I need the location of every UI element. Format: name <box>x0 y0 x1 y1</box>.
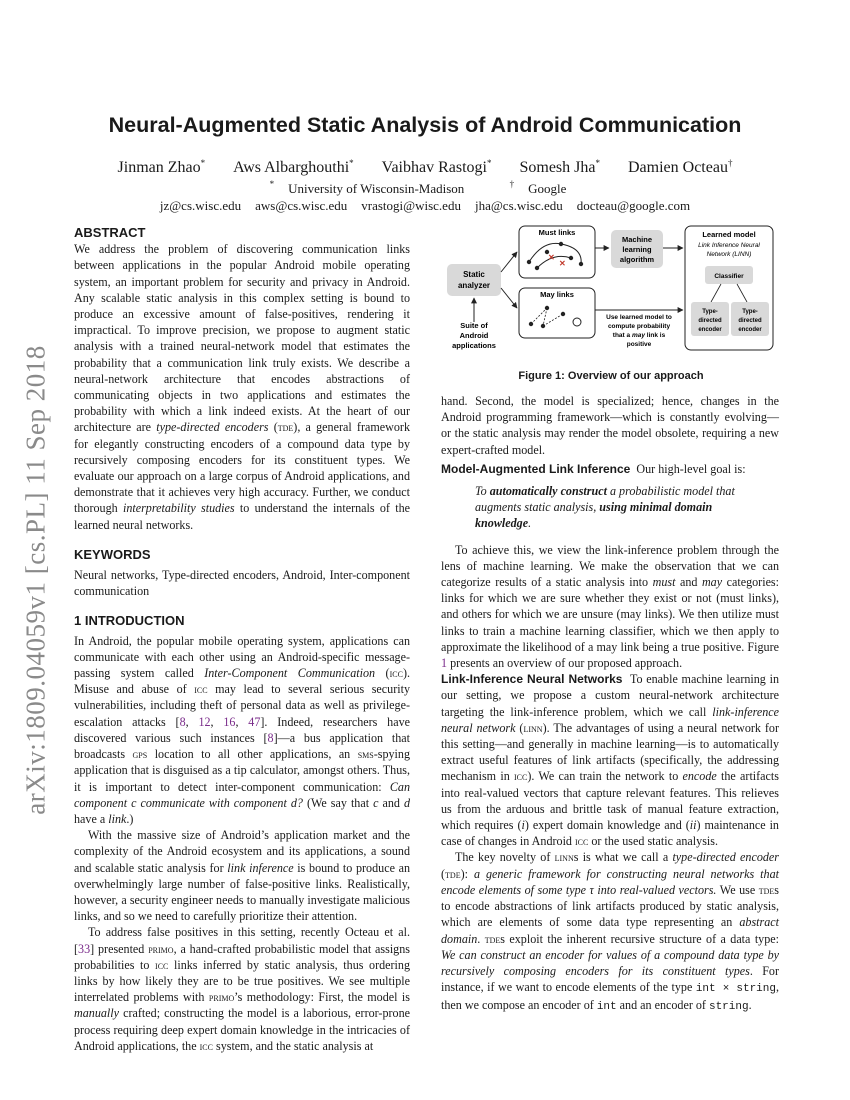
arxiv-sidebar: arXiv:1809.04059v1 [cs.PL] 11 Sep 2018 <box>20 345 51 815</box>
linn-heading: Link-Inference Neural Networks <box>441 672 623 687</box>
keywords-text: Neural networks, Type-directed encoders, Android, Inter-component communication <box>74 568 410 599</box>
svg-text:encoder: encoder <box>698 327 722 333</box>
svg-text:directed: directed <box>738 318 762 324</box>
mali-paragraph: Model-Augmented Link Inference Our high-level goal is: <box>441 461 746 476</box>
intro-paragraph-2: With the massive size of Android’s application market and the complexity of the Android ecosystem and its applications, a sound and scalable static analysis for link inference is bound to produce an overwhelmingly large number of false-positive links. Realistically, however, a security engineer needs to manually investigate malicious links, and so we need to carefully prioritize their attention. <box>74 828 411 924</box>
svg-text:analyzer: analyzer <box>457 281 491 290</box>
suite-label: Suite of <box>460 321 488 330</box>
citation-link[interactable]: 8 <box>179 714 186 729</box>
svg-text:directed: directed <box>698 318 722 324</box>
citation-link[interactable]: 16 <box>223 714 236 729</box>
right-paragraph-1: To achieve this, we view the link-inference problem through the lens of machine learning. We make the observation that we can categorize results of a static analysis into must and may categories: links for which we are sure whether they exist or not (must links), and others for which we are unsure (may links). We then utilize must links to train a machine learning classifier, which we then apply to approximate the likelihood of a may link being a true positive. Figure 1 presents an overview of our proposed approach. <box>441 542 780 671</box>
abstract-heading: ABSTRACT <box>74 225 146 240</box>
author: Aws Albarghouthi* <box>233 158 354 176</box>
svg-text:Type-: Type- <box>742 309 758 315</box>
svg-text:encoder: encoder <box>738 327 762 333</box>
author: Somesh Jha* <box>519 158 600 176</box>
may-links-label: May links <box>540 290 574 299</box>
svg-text:Link Inference Neural: Link Inference Neural <box>698 242 760 249</box>
must-links-label: Must links <box>538 228 576 237</box>
keywords-heading: KEYWORDS <box>74 546 151 562</box>
right-paragraph-3: The key novelty of linns is what we call a type-directed encoder (tde): a generic framework for constructing neural networks that encode elements of some type τ into real-valued vectors. We use tdes to encode abstractions of link artifacts produced by static analysis, which are elements of some data type representing an abstract domain. tdes exploit the inherent recursive structure of a data type: We can construct an encoder for values of a compound data type by recursively composing encoders for its constituent types. For instance, if we want to encode elements of the type int × string, then we compose an encoder of int and an encoder of string. <box>441 850 779 1014</box>
svg-text:Network (LINN): Network (LINN) <box>706 251 752 258</box>
learned-model-label: Learned model <box>702 230 756 239</box>
citation-link[interactable]: 47 <box>248 714 261 729</box>
svg-text:✕: ✕ <box>559 259 566 268</box>
paper-title: Neural-Augmented Static Analysis of Android Communication <box>108 113 742 137</box>
svg-text:Android: Android <box>459 331 489 340</box>
abstract-text: We address the problem of discovering communication links between applications in the popular Android mobile operating system, an important problem for security and privacy in Android. Any scalable static analysis in this complex setting is bound to produce an excessive amount of false-positives, rendering it impractical. To improve precision, we propose to augment static analysis with a trained neural-network model that estimates the probability that a communication link truly exists. We describe a neural-network architecture that encodes abstractions of communicating objects in two applications and estimates the probability with which a link indeed exists. At the heart of our architecture are type-directed encoders (tde), a general framework for elegantly constructing encoders of a compound data type by recursively composing encoders for its constituent types. We evaluate our approach on a large corpus of Android applications, and demonstrate that it achieves very high accuracy. Further, we conduct thorough interpretability studies to understand the internals of the learned neural networks. <box>74 242 410 532</box>
svg-text:that a may link is: that a may link is <box>612 332 666 339</box>
use-model-label: Use learned model to <box>606 314 672 321</box>
right-paragraph-0: hand. Second, the model is specialized; hence, changes in the Android programming framework—which is constantly evolving—or the static analysis may render the model obsolete, requiring a new expert-crafted model. <box>441 394 779 457</box>
figure-link[interactable]: 1 <box>441 656 448 671</box>
classifier-label: Classifier <box>714 273 744 280</box>
intro-paragraph-3: To address false positives in this setting, recently Octeau et al. [33] presented primo, a hand-crafted probabilistic model that assigns probabilities to icc links inferred by static analysis, thus ordering links by how likely they are to be true positives. We see multiple interrelated problems with primo’s methodology: First, the model is manually crafted; constructing the model is a laborious, error-prone process requiring deep expert domain knowledge in the intricacies of Android applications, the icc system, and the static analysis at <box>74 925 411 1053</box>
svg-text:✕: ✕ <box>548 253 555 262</box>
svg-text:positive: positive <box>626 341 652 348</box>
mali-heading: Model-Augmented Link Inference <box>441 461 631 476</box>
citation-link[interactable]: 8 <box>267 730 274 745</box>
svg-text:algorithm: algorithm <box>619 255 655 264</box>
left-column <box>74 225 410 1054</box>
static-analyzer-box <box>447 264 501 296</box>
goal-quote: To automatically construct a probabilistic model that augments static analysis, using minimal domain knowledge. <box>475 484 735 531</box>
right-column <box>441 393 779 1016</box>
svg-text:learning: learning <box>622 245 652 254</box>
author-emails: jz@cs.wisc.edu aws@cs.wisc.edu vrastogi@wisc.edu jha@cs.wisc.edu docteau@google.com <box>159 198 691 213</box>
static-analyzer-label: Static <box>463 270 485 279</box>
figure-caption: Figure 1: Overview of our approach <box>518 370 704 382</box>
overview-figure <box>443 222 779 358</box>
author: Jinman Zhao* <box>117 158 206 176</box>
ml-algorithm-label: Machine <box>621 235 653 244</box>
author-list <box>60 158 790 177</box>
svg-text:Type-: Type- <box>702 309 718 315</box>
svg-text:applications: applications <box>452 341 496 350</box>
intro-paragraph-1: In Android, the popular mobile operating system, applications can communicate with each other using an Android-specific message-passing system called Inter-Component Communication (icc). Misuse and abuse of icc may lead to several serious security vulnerabilities, including theft of personal data as well as privilege-escalation attacks [8, 12, 16, 47]. Indeed, researchers have discovered various such instances [8]—a bus application that broadcasts gps location to all other applications, an sms-spying application that is disguised as a tip calculator, amongst others. Thus, it is important to detect inter-component communication: Can component c communicate with component d? (We say that c and d have a link.) <box>74 633 410 826</box>
affiliations: * University of Wisconsin-Madison † Google <box>269 179 567 196</box>
author: Vaibhav Rastogi* <box>381 158 492 176</box>
citation-link[interactable]: 12 <box>198 714 211 729</box>
svg-text:compute probability: compute probability <box>607 323 671 330</box>
citation-link[interactable]: 33 <box>78 941 91 956</box>
author: Damien Octeau† <box>627 158 733 176</box>
intro-heading: 1 INTRODUCTION <box>74 613 185 629</box>
linn-paragraph: Link-Inference Neural Networks To enable machine learning in our setting, we propose a custom neural-network architecture targeting the link-inference problem, which we call link-inference neural network (linn). The advantages of using a neural network for this setting—and generally in machine learning—is to automatically extract useful features of link artifacts (specifically, the addressing mechanism in icc). We can train the network to encode the artifacts into real-valued vectors that capture relevant features. This relieves us from the arduous and brittle task of manual feature extraction, which requires (i) expert domain knowledge and (ii) maintenance in case of changes in Android icc or the used static analysis. <box>441 672 779 849</box>
